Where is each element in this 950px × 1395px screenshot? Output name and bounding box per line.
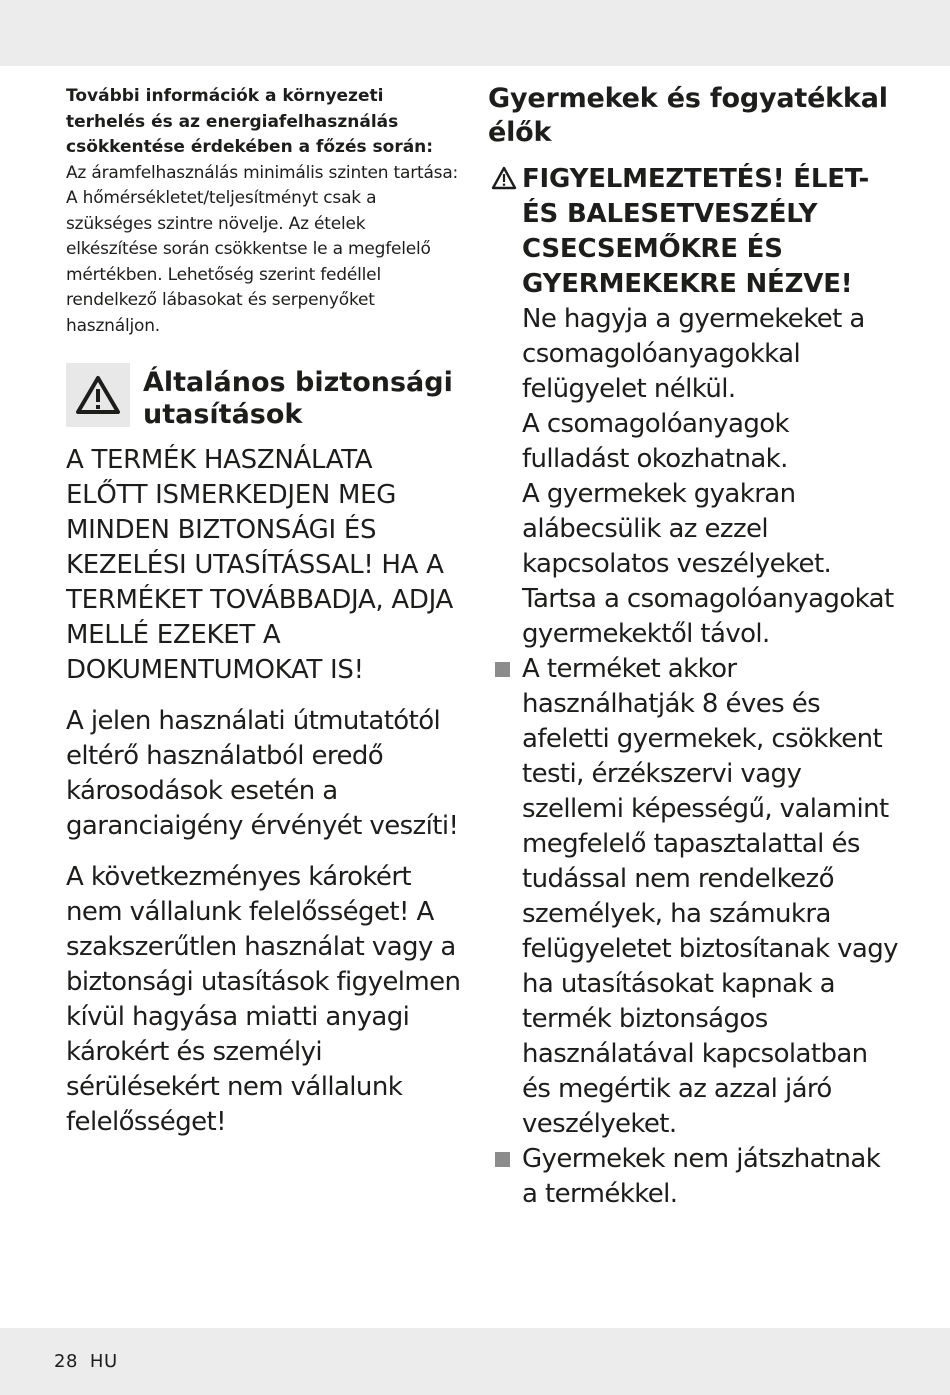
warning-line: Ne hagyja a gyermekeket a csomagolóanyagokkal felügyelet nélkül. — [522, 304, 865, 404]
right-column — [488, 82, 898, 1212]
page-footer — [54, 1351, 130, 1372]
left-column — [66, 84, 461, 1140]
liability-paragraph: A következményes károkért nem vállalunk felelősséget! A szakszerűtlen használat vagy a biztonsági utasítások figyelmen kívül hagyása miatti anyagi károkért és személyi sérülésekért nem vállalunk felelősséget! — [66, 862, 461, 1137]
bullet-square-icon — [495, 662, 510, 677]
list-item-text: A terméket akkor használhatják 8 éves és afeletti gyermekek, csökkent testi, érzékszervi vagy szellemi képességű, valamint megfelelő tapasztalattal és tudással nem rendelkező személyek, ha számukra felügyeletet biztosítanak vagy ha utasításokat kapnak a termék biztonságos használatával kapcsolatban és megértik az azzal járó veszélyeket. — [522, 654, 898, 1139]
list-item-text: Gyermekek nem játszhatnak a termékkel. — [522, 1144, 881, 1209]
warning-line: Tartsa a csomagolóanyagokat gyermekektől távol. — [522, 584, 894, 649]
warning-line: A csomagolóanyagok fulladást okozhatnak. — [522, 409, 789, 474]
list-item — [522, 652, 898, 1142]
bullet-square-icon — [495, 1152, 510, 1167]
header-band — [0, 0, 950, 66]
list-item — [522, 1142, 898, 1212]
warning-line: A gyermekek gyakran alábecsülik az ezzel kapcsolatos veszélyeket. — [522, 479, 832, 579]
safety-section-header — [66, 363, 461, 431]
warranty-paragraph: A jelen használati útmutatótól eltérő használatból eredő károsodások esetén a garanciaigény érvényét veszíti! — [66, 706, 459, 841]
children-warning — [488, 162, 898, 652]
environment-heading: További információk a környezeti terhelés és az energiafelhasználás csökkentése érdekében a főzés során: — [66, 86, 434, 157]
warning-title: FIGYELMEZTETÉS! ÉLET- ÉS BALESETVESZÉLY CSECSEMŐKRE ÉS GYERMEKEKRE NÉZVE! — [522, 164, 870, 299]
warning-triangle-icon — [66, 363, 130, 427]
footer-band — [0, 1328, 950, 1395]
page-number: 28 — [54, 1351, 78, 1372]
safety-title: Általános biztonsági utasítások — [143, 367, 453, 430]
language-code: HU — [89, 1351, 118, 1372]
environment-body: Az áramfelhasználás minimális szinten tartása: A hőmérsékletet/teljesítményt csak a szükséges szintre növelje. Az ételek elkészítése során csökkentse le a megfelelő mértékben. Lehetőség szerint fedéllel rendelkező lábasokat és serpenyőket használjon. — [66, 162, 459, 336]
warning-triangle-icon — [491, 166, 517, 194]
children-section-title: Gyermekek és fogyatékkal élők — [488, 83, 888, 148]
safety-caps-notice: A TERMÉK HASZNÁLATA ELŐTT ISMERKEDJEN MEG MINDEN BIZTONSÁGI ÉS KEZELÉSI UTASÍTÁSSAL! HA A TERMÉKET TOVÁBBADJA, ADJA MELLÉ EZEKET A DOKUMENTUMOKAT IS! — [66, 445, 453, 685]
